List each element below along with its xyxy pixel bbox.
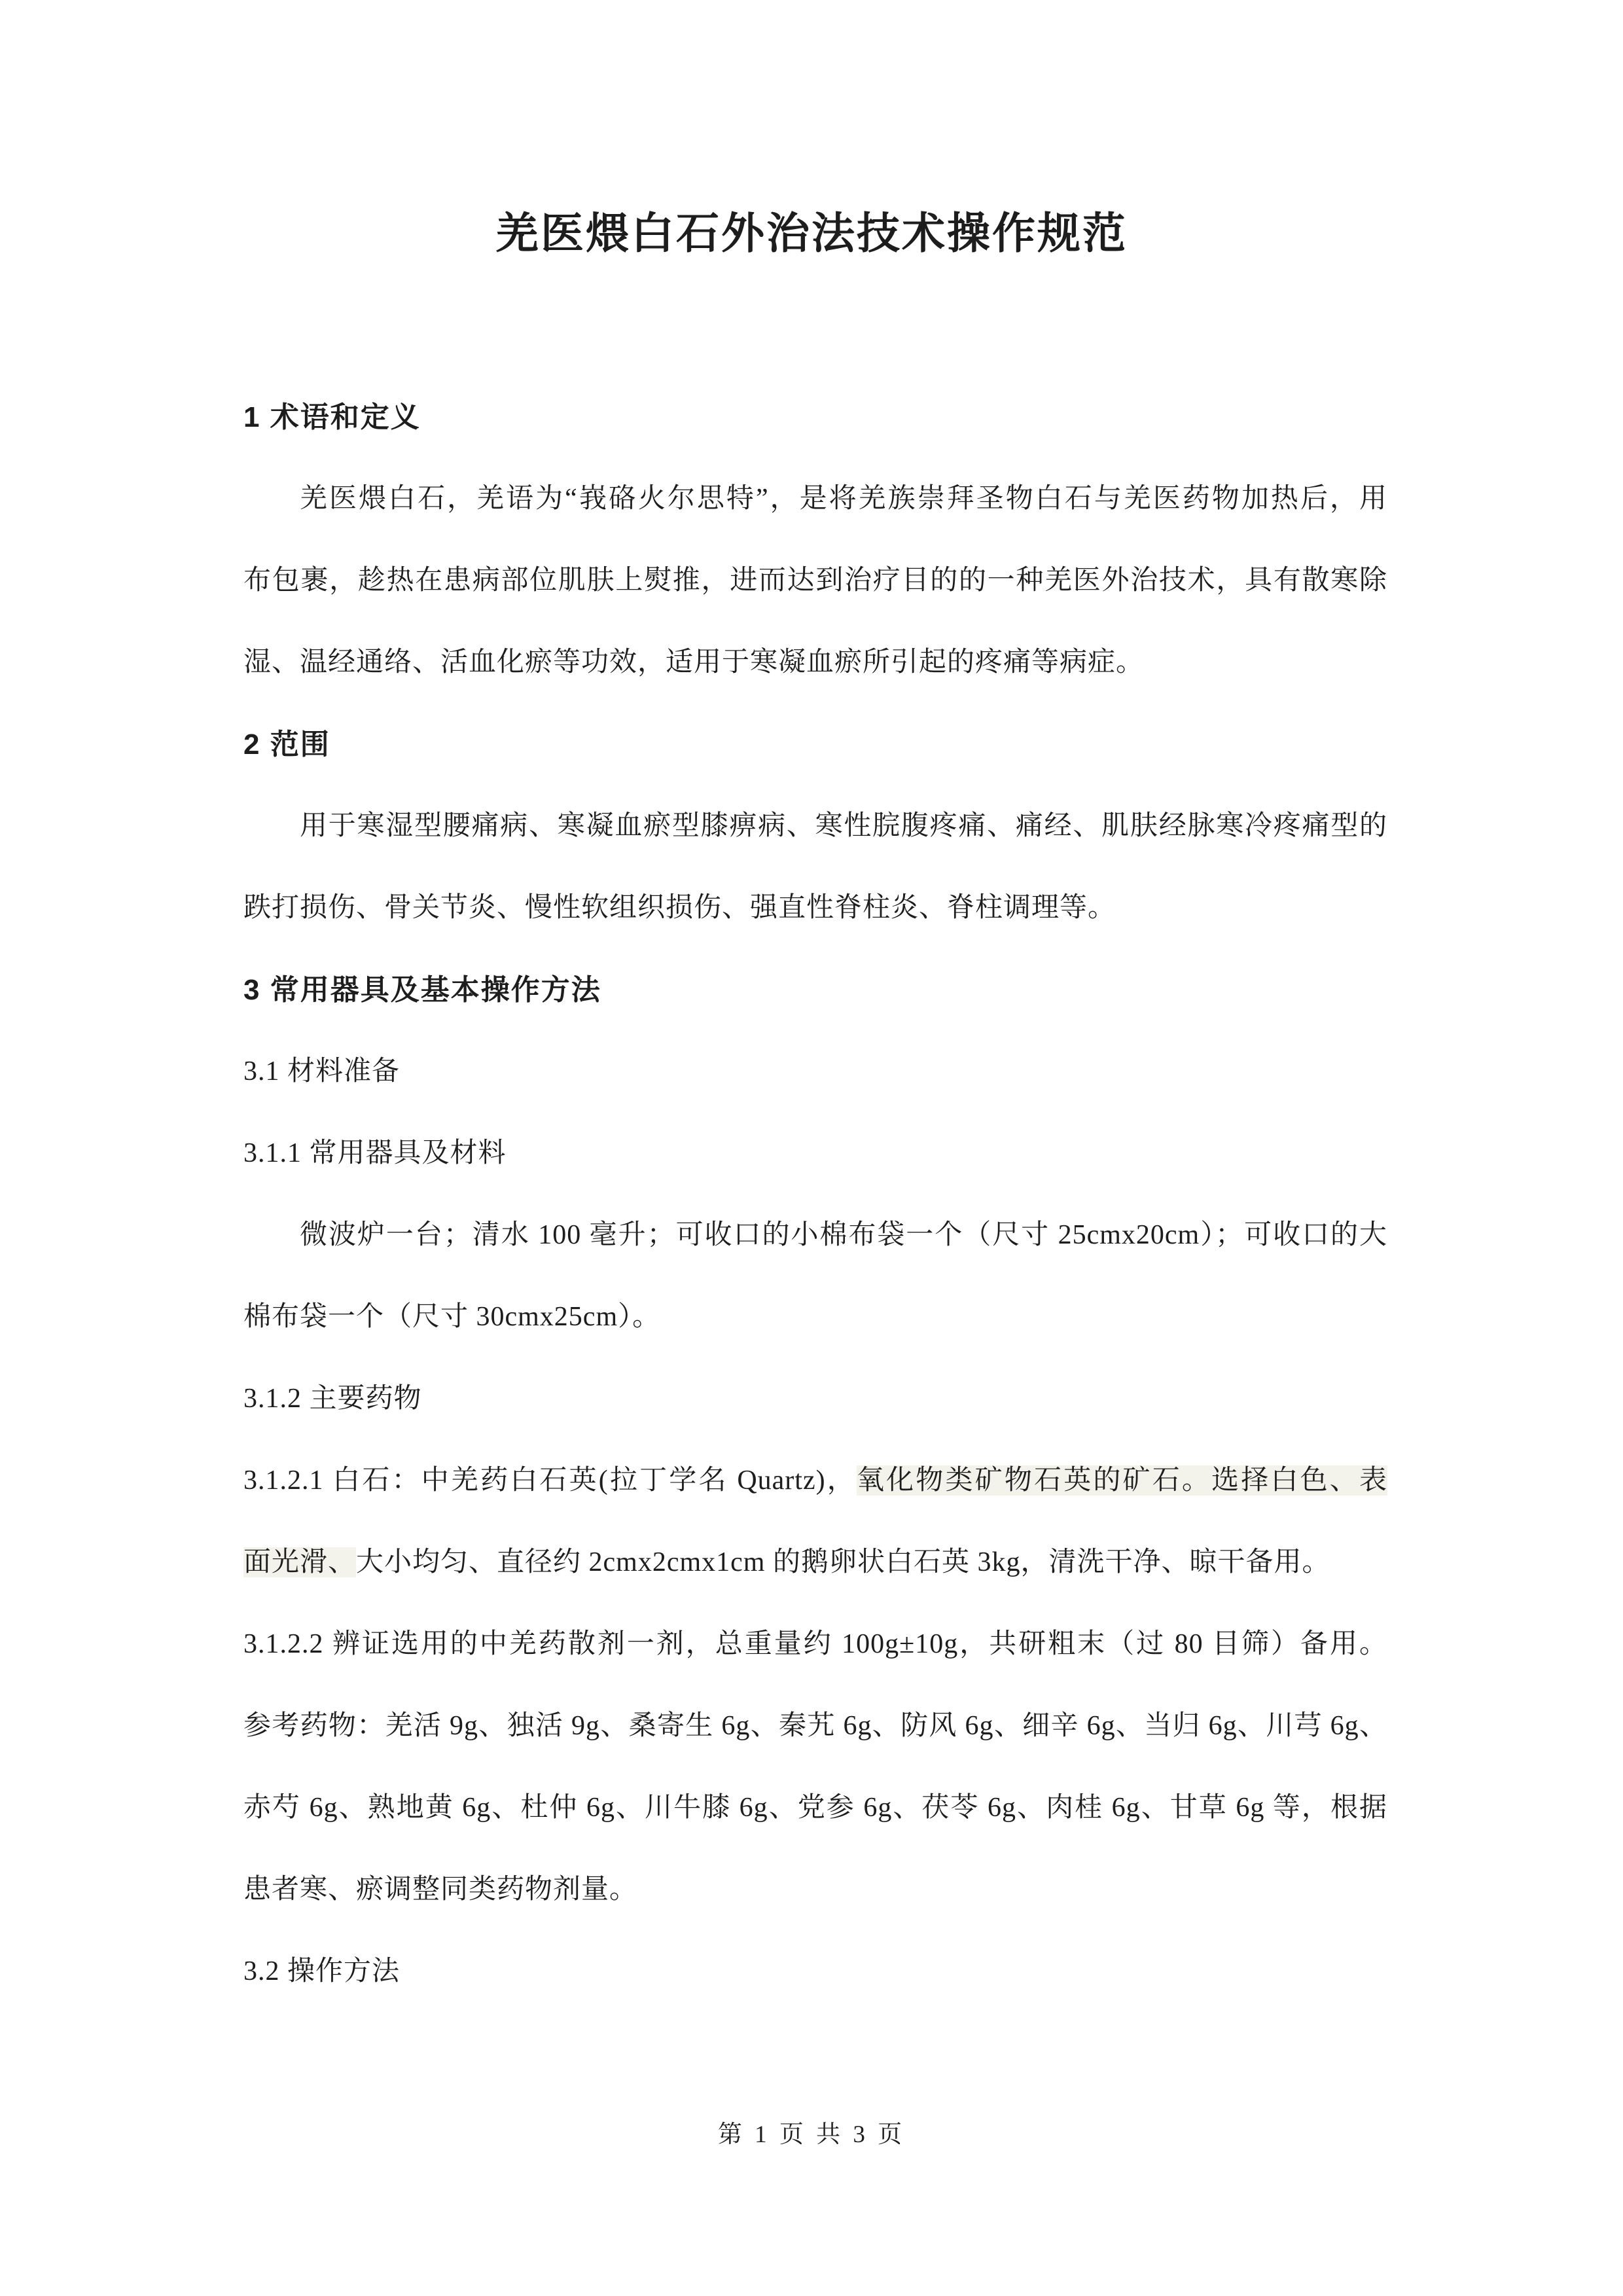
section-1-paragraph-line-2: 布包裹，趁热在患病部位肌肤上熨推，进而达到治疗目的的一种羌医外治技术，具有散寒除 [243,565,1387,596]
page-number-indicator: 第 1 页 共 3 页 [717,2121,906,2148]
reference-drugs-line-2: 赤芍 6g、熟地黄 6g、杜仲 6g、川牛膝 6g、党参 6g、茯苓 6g、肉桂 6g、甘草 6g 等，根据 [243,1793,1387,1823]
section-3-1-heading: 3.1 材料准备 [243,1056,401,1086]
reference-drugs-line-1: 参考药物：羌活 9g、独活 9g、桑寄生 6g、秦艽 6g、防风 6g、细辛 6g、当归 6g、川芎 6g、 [243,1711,1387,1741]
section-2-paragraph-line-1: 用于寒湿型腰痛病、寒凝血瘀型膝痹病、寒性脘腹疼痛、痛经、肌肤经脉寒冷疼痛型的 [300,811,1387,841]
section-3-heading: 3 常用器具及基本操作方法 [243,974,601,1006]
section-3-1-2-heading: 3.1.2 主要药物 [243,1384,422,1414]
section-1-paragraph-line-3: 湿、温经通络、活血化瘀等功效，适用于寒凝血瘀所引起的疼痛等病症。 [243,647,1145,677]
section-1-paragraph-line-1: 羌医煨白石，羌语为“峩硌火尔思特”，是将羌族崇拜圣物白石与羌医药物加热后，用 [300,484,1387,514]
section-3-2-heading: 3.2 操作方法 [243,1956,401,1986]
section-3-1-1-paragraph-line-2: 棉布袋一个（尺寸 30cmx25cm）。 [243,1302,661,1332]
section-3-1-1-heading: 3.1.1 常用器具及材料 [243,1138,507,1168]
highlighted-text: 氧化物类矿物石英的矿石。选择白色、表 [856,1465,1387,1496]
section-1-heading: 1 术语和定义 [243,401,421,433]
document-title: 羌医煨白石外治法技术操作规范 [495,210,1128,258]
reference-drugs-line-3: 患者寒、瘀调整同类药物剂量。 [243,1874,638,1905]
document-body [243,376,1387,2013]
highlighted-text: 面光滑、 [243,1547,357,1577]
text-span: 大小均匀、直径约 2cmx2cmx1cm 的鹅卵状白石英 3kg，清洗干净、晾干备用。 [356,1547,1330,1577]
section-3-1-2-1-line-1 [243,1440,1387,1522]
section-2-heading: 2 范围 [243,728,330,761]
section-3-1-2-2-line: 3.1.2.2 辨证选用的中羌药散剂一剂，总重量约 100g±10g，共研粗末（过 80 目筛）备用。 [243,1629,1387,1659]
text-span: 3.1.2.1 白石：中羌药白石英(拉丁学名 Quartz)， [243,1465,857,1496]
section-2-paragraph-line-2: 跌打损伤、骨关节炎、慢性软组织损伤、强直性脊柱炎、脊柱调理等。 [243,893,1116,923]
section-3-1-1-paragraph-line-1: 微波炉一台；清水 100 毫升；可收口的小棉布袋一个（尺寸 25cmx20cm）；可收口的大 [300,1220,1387,1250]
section-3-1-2-1-line-2 [243,1522,1387,1604]
